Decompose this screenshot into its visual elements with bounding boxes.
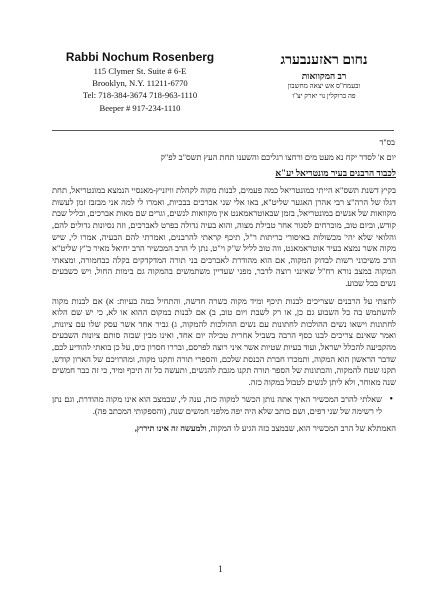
bullet-item: • שאלתי להרב המכשיר האיך אתה נותן הכשר למקוה כזה, ענה לי, שבמצב הוא אינו מקוה מהודרת, וגם נתן לי רשימה של שני דפים, ושם כותב שלא היה יפה מלפני חמשים שנה, (והספקותי המכתב פה). <box>52 394 382 417</box>
hebrew-rabbi-title: רב המקוואות <box>301 71 347 81</box>
final-bold-text: ולמעשה זה אינו תירוץ, <box>134 424 207 434</box>
english-address-line-2: Brooklyn, N.Y. 11211-6770 <box>92 78 188 89</box>
bsd-mark: בס"ד <box>379 138 395 147</box>
bullet-list <box>52 394 396 417</box>
page-number: 1 <box>218 564 223 574</box>
english-beeper: Beeper # 917-234-1110 <box>99 102 181 113</box>
hebrew-rabbi-name: נחום ראזענבערג <box>280 53 368 68</box>
letterhead <box>0 0 441 118</box>
letter-body <box>52 152 396 441</box>
date-line: יום א' לסדר יקח נא מעט מים ורחצו רגליכם והשענו תחת העץ תשס"ב לפ"ק <box>160 153 396 162</box>
english-rabbi-name: Rabbi Nochum Rosenberg <box>65 50 215 64</box>
final-text: האמתלא של הרב המכשיר הוא, שבמצב כזה הגיע לו המקוה, <box>206 424 396 434</box>
hebrew-line-2: פה ברוקלין נוי יארק יצ"ו <box>292 91 356 100</box>
hebrew-line-1: ובעמח"ס אש יצאה מחשבון <box>287 82 361 90</box>
letter-addressee: לכבוד הרבנים בעיר מונטריאל יע"א <box>275 167 396 178</box>
paragraph-2: לחצתי על הרבנים שצריכים לבנות תיכף ומיד מקוה כשרה חדשה, והתחיל כמה בעיות: א) אם לבנות מקוה להשתמש בה כל השבוע גם כן, או רק לשבת ויום טוב, ב) אם לבנות במקום ההוא או לא, כי יש שם הלוא לחתונות וישאו נשים ההולכות לחתונות עם נשים ההולכות להמקוה, ג) גביר אחד אשר עסק שלו עם ציונות, ואמר שאינם צריכים לבנו כסף הרבה בשביל אחרית טבילה יום אחד, ואינו מבין שבזה סותם ציונות השבעים מהקביעה להכלל ישראל, ועוד בעיות שטיות אשר איני רוצה לפרסם, ובררו חסרון כיס, על כן בואתי להודיע לכם, שדבר הראשון הוא המקוה, ותמכרו חברת הכנסת שלכם, והספרי תורה ותקנו מקוה, ומהרויכם של הארון קודש, תקנו שטח להמקוה, והכתונות של הספר תורה תקנו מגבת להנשים, ותעשה כל זה תיכף ומיד, כי זה כבר חמשים שנה מאוחר, ולא ליתן לנשים לטבול במקוה כזה. <box>52 296 396 387</box>
header-divider <box>52 130 394 131</box>
english-address-line-1: 115 Clymer St. Suite # 6-E <box>93 66 187 76</box>
english-phones: Tel: 718-384-3674 718-963-1110 <box>82 90 198 101</box>
hebrew-letterhead <box>258 52 390 101</box>
paragraph-final <box>52 423 396 435</box>
paragraph-1: בקיץ דשנת תשס"א הייתי במונטריאל כמה פעמים, לבנות מקוה לקהלת וויזניץ-מאנסיי הנמצא במונטריאל, תחת דגלו של הרה"צ רבי אהרן האגער שליט"א, באו אלי שני אברכים בבכיות, ואמרו לי למה אני מבזבז זמן לעשות מקוואות של אנשים במונטריאל, בזמן שבאוטראמאנט אין מקוואות לנשים, וגרים שם מאות אברכים, ובליל שבת קודש, וביום טוב, מוכרחים לסגור אחר טבילת מצוה, והוא בעיה גדולה בפרט לאברכים, וזה נסיונות גדולים להם, והלואי שלא יהי' מכשולות באיסורי כריתות ר"ל, תיכף קראתי להרבנים, ואמרתי להם הבעיה, אמרו לי, שיש מקוה אשר נמצא בעיר אוטראמאנט, ווה טוב לליל ש"ק וי"ט, נתן לי הרב המכשיר הרב יחיאל מאיר כ"ץ שליט"א הרב משיכוני רשות לבדוק המקוה, אם הוא מהודרת לאברכים בני תורה המדקדקים בקלה כבחמורה, ומצאתי המקוה במצב נורא רח"ל שאינני רוצה לדבר, מפני שעדיין משתמשים בהמקוה גם בימות החול, ויש כשבעים נשים בכל שבוע. <box>52 186 396 288</box>
english-letterhead <box>55 50 225 114</box>
